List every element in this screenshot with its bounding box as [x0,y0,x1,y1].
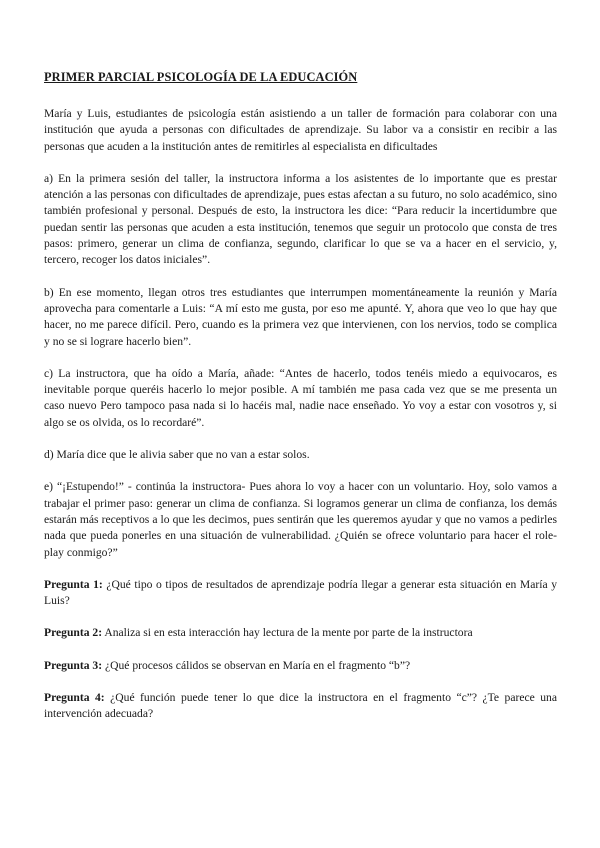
paragraph-e: e) “¡Estupendo!” - continúa la instructora- Pues ahora lo voy a hacer con un voluntario. Hoy, solo vamos a trabajar el primer paso: generar un clima de confianza. Si logramos generar un clima de confianza, los demás estarán más receptivos a lo que les decimos, pues sentirán que les queremos ayudar y que no vamos a pedirles nada que pueda ponerles en una situación de vulnerabilidad. ¿Quién se ofrece voluntario para hacer el role-play conmigo?” [44,480,557,559]
question-label: Pregunta 1: [44,577,103,591]
question-1 [44,577,557,610]
question-text: Analiza si en esta interacción hay lectura de la mente por parte de la instructora [102,626,473,640]
question-text: ¿Qué procesos cálidos se observan en María en el fragmento “b”? [102,658,411,672]
paragraph-a: a) En la primera sesión del taller, la instructora informa a los asistentes de lo importante que es prestar atención a las personas con dificultades de aprendizaje, pues estas afectan a su futuro, no solo académico, sino también profesional y personal. Después de esto, la instructora les dice: “Para reducir la incertidumbre que puedan sentir las personas que acuden a esta institución, tenemos que seguir un protocolo que consta de tres pasos: primero, generar un clima de confianza, segundo, clarificar lo que se va a hacer en el servicio, y, tercero, recoger los datos iniciales”. [44,171,557,267]
paragraph-b: b) En ese momento, llegan otros tres estudiantes que interrumpen momentáneamente la reunión y María aprovecha para comentarle a Luis: “A mí esto me gusta, por eso me apunté. Y, ahora que veo lo que hay que hacer, no me parece difícil. Pero, cuando es la primera vez que intervienen, con los nervios, todo se complica y no se si lograre hacerlo bien”. [44,285,557,348]
question-3 [44,658,557,674]
intro-paragraph: María y Luis, estudiantes de psicología están asistiendo a un taller de formación para colaborar con una institución que ayuda a personas con dificultades de aprendizaje. Su labor va a consistir en recibir a las personas que acuden a la institución antes de remitirles al especialista en dificultades [44,107,557,153]
document-title: PRIMER PARCIAL PSICOLOGÍA DE LA EDUCACIÓN [44,70,358,84]
question-label: Pregunta 4: [44,691,105,705]
document-page [44,70,557,739]
question-2 [44,625,557,641]
question-text: ¿Qué tipo o tipos de resultados de aprendizaje podría llegar a generar esta situación en María y Luis? [44,577,557,608]
question-label: Pregunta 2: [44,626,103,640]
paragraph-c: c) La instructora, que ha oído a María, añade: “Antes de hacerlo, todos tenéis miedo a equivocaros, es inevitable porque queréis hacerlo lo mejor posible. A mí también me pasa cada vez que se me presenta un caso nuevo Pero tampoco pasa nada si lo hacéis mal, nadie nace enseñado. Yo voy a estar con vosotros y, si algo se os olvida, os lo recordaré”. [44,366,557,429]
question-text: ¿Qué función puede tener lo que dice la instructora en el fragmento “c”? ¿Te parece una intervención adecuada? [44,691,558,721]
question-label: Pregunta 3: [44,658,103,672]
question-4 [44,690,557,723]
paragraph-d: d) María dice que le alivia saber que no van a estar solos. [44,448,310,462]
